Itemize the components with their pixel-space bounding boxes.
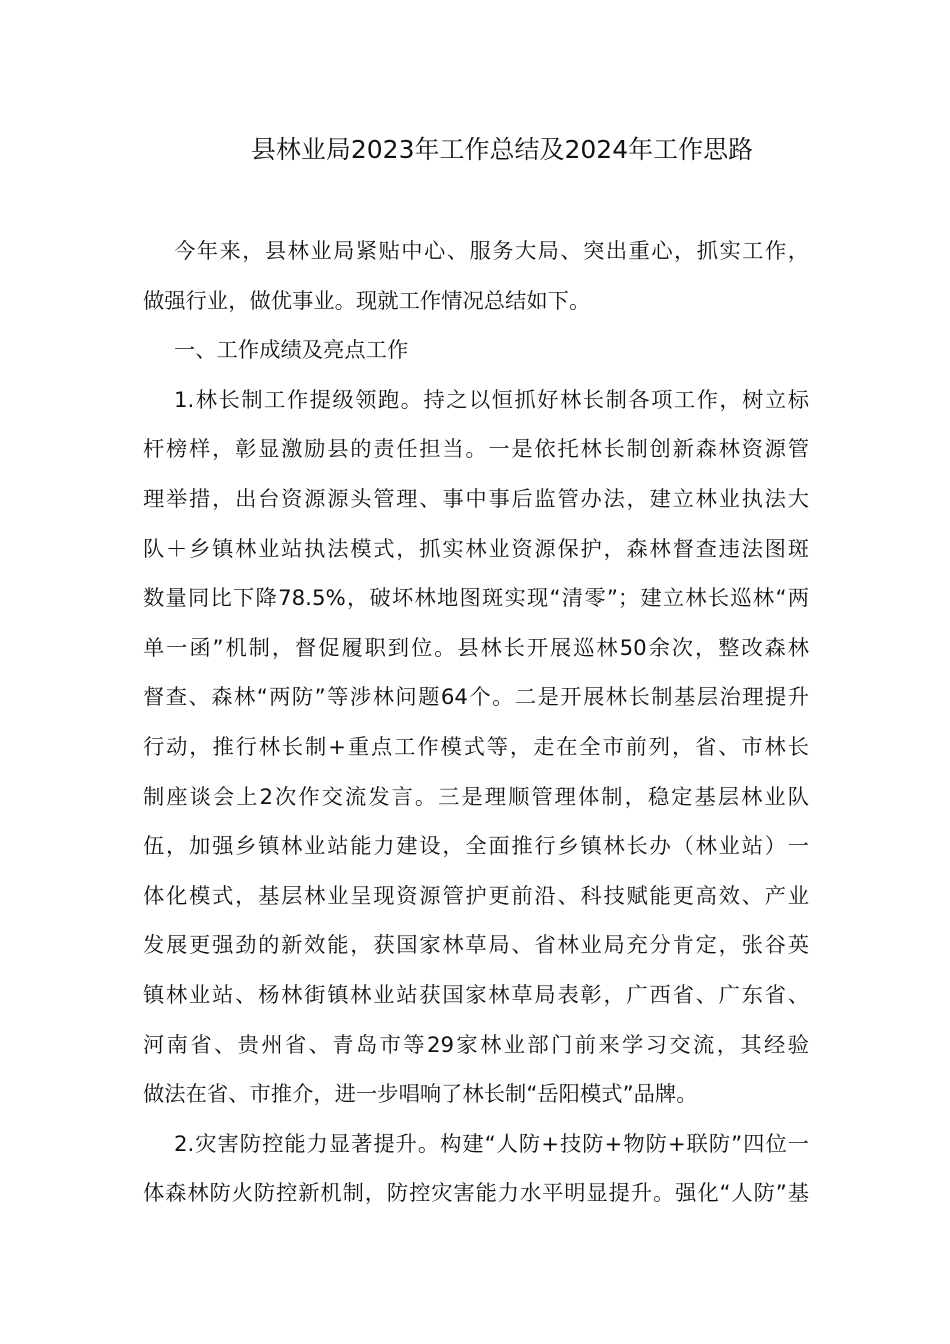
body-line: 一、工作成绩及亮点工作 — [174, 338, 409, 364]
body-line: 伍，加强乡镇林业站能力建设，全面推行乡镇林长办（林业站）一 — [143, 834, 809, 860]
body-line: 制座谈会上2次作交流发言。三是理顺管理体制，稳定基层林业队 — [143, 784, 809, 810]
body-line: 镇林业站、杨林街镇林业站获国家林草局表彰，广西省、广东省、 — [143, 982, 809, 1008]
body-line: 督查、森林“两防”等涉林问题64个。二是开展林长制基层治理提升 — [143, 685, 809, 711]
body-line: 体森林防火防控新机制，防控灾害能力水平明显提升。强化“人防”基 — [143, 1181, 809, 1207]
body-line: 行动，推行林长制+重点工作模式等，走在全市前列，省、市林长 — [143, 734, 809, 760]
body-line: 队＋乡镇林业站执法模式，抓实林业资源保护，森林督查违法图斑 — [143, 536, 809, 562]
body-line: 理举措，出台资源源头管理、事中事后监管办法，建立林业执法大 — [143, 486, 809, 512]
body-line: 单一函”机制，督促履职到位。县林长开展巡林50余次，整改森林 — [143, 635, 809, 661]
body-line: 今年来，县林业局紧贴中心、服务大局、突出重心，抓实工作， — [174, 239, 809, 264]
document-title: 县林业局2023年工作总结及2024年工作思路 — [250, 135, 754, 164]
body-line: 发展更强劲的新效能，获国家林草局、省林业局充分肯定，张谷英 — [143, 933, 809, 959]
body-line: 2.灾害防控能力显著提升。构建“人防+技防+物防+联防”四位一 — [174, 1131, 809, 1157]
body-line: 体化模式，基层林业呈现资源管护更前沿、科技赋能更高效、产业 — [143, 883, 809, 909]
body-line: 做法在省、市推介，进一步唱响了林长制“岳阳模式”品牌。 — [143, 1082, 698, 1108]
document-body — [143, 227, 809, 1219]
body-line: 数量同比下降78.5%，破坏林地图斑实现“清零”；建立林长巡林“两 — [143, 586, 809, 612]
body-line: 1.林长制工作提级领跑。持之以恒抓好林长制各项工作，树立标 — [174, 387, 809, 413]
body-line: 杆榜样，彰显激励县的责任担当。一是依托林长制创新森林资源管 — [143, 437, 809, 463]
body-line: 河南省、贵州省、青岛市等29家林业部门前来学习交流，其经验 — [143, 1032, 809, 1058]
body-line: 做强行业，做优事业。现就工作情况总结如下。 — [143, 288, 591, 314]
